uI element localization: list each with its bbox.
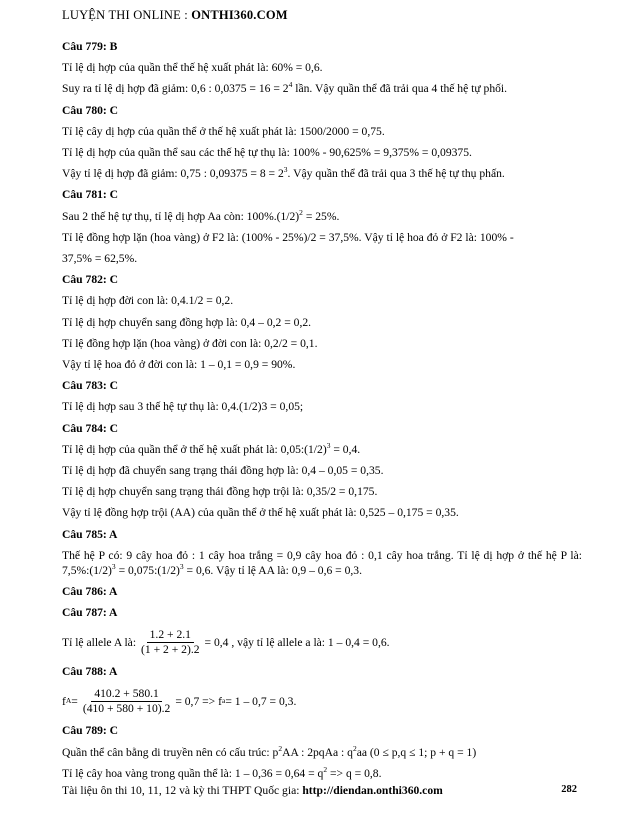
q788-post-2: = 1 – 0,7 = 0,3. (225, 694, 297, 708)
q789-exp-3: 2 (323, 765, 328, 775)
q781-line-2: Tỉ lệ đồng hợp lặn (hoa vàng) ở F2 là: (100% - 25%)/2 = 37,5%. Vậy tỉ lệ hoa đỏ ở F2 là: 100% - (62, 230, 514, 244)
question-782-title: Câu 782: C (62, 273, 119, 287)
q789-line-1-c: aa (0 ≤ p,q ≤ 1; p + q = 1) (356, 745, 477, 759)
q789-line-2-a: Tỉ lệ cây hoa vàng trong quần thể là: 1 – 0,36 = 0,64 = q (62, 766, 324, 780)
q785-part-a: Thế hệ P có: 9 cây hoa đỏ : 1 cây hoa trắng = 0,9 cây hoa đỏ : 0,1 cây hoa trắng. Tỉ lệ dị hợp ở thế hệ P là: 7,5%:(1/2) (62, 548, 582, 577)
q788-eq: = (71, 694, 78, 708)
q787-post: = 0,4 , vậy tỉ lệ allele a là: 1 – 0,4 = 0,6. (204, 635, 390, 649)
q784-line-3: Tỉ lệ dị hợp chuyển sang trạng thái đồng hợp trội là: 0,35/2 = 0,175. (62, 485, 378, 499)
q779-line-1: Tỉ lệ dị hợp của quần thể thế hệ xuất phát là: 60% = 0,6. (62, 61, 323, 75)
q781-line-1-a: Sau 2 thế hệ tự thụ, tỉ lệ dị hợp Aa còn: 100%.(1/2) (62, 209, 300, 223)
q780-line-3-a: Vậy tỉ lệ dị hợp đã giảm: 0,75 : 0,09375 = 8 = 2 (62, 167, 284, 181)
q788-f: f (62, 694, 66, 708)
q780-line-2: Tỉ lệ dị hợp của quần thể sau các thế hệ tự thụ là: 100% - 90,625% = 9,375% = 0,09375. (62, 146, 472, 160)
q783-line-1: Tỉ lệ dị hợp sau 3 thế hệ tự thụ là: 0,4.(1/2)3 = 0,05; (62, 400, 304, 414)
q785-part-c: = 0,6. Vậy tỉ lệ AA là: 0,9 – 0,6 = 0,3. (183, 563, 362, 577)
q789-line-1-b: AA : 2pqAa : q (282, 745, 353, 759)
q784-line-1-a: Tỉ lệ dị hợp của quần thể ở thế hệ xuất phát là: 0,05:(1/2) (62, 442, 327, 456)
q787-denominator: (1 + 2 + 2).2 (141, 642, 200, 656)
q785-exponent-1: 3 (111, 562, 116, 572)
question-786-title: Câu 786: A (62, 584, 118, 598)
q780-line-1: Tỉ lệ cây dị hợp của quần thể ở thế hệ xuất phát là: 1500/2000 = 0,75. (62, 124, 385, 138)
q789-exp-2: 2 (352, 743, 357, 753)
q787-numerator: 1.2 + 2.1 (147, 628, 194, 643)
q788-post-1: = 0,7 => f (175, 694, 222, 708)
q784-line-2: Tỉ lệ dị hợp đã chuyển sang trạng thái đồng hợp là: 0,4 – 0,05 = 0,35. (62, 464, 384, 478)
page-header (62, 8, 288, 23)
answer-content (62, 36, 582, 784)
page-number: 282 (561, 784, 577, 795)
q789-line-2-b: => q = 0,8. (327, 766, 382, 780)
q785-exponent-2: 3 (179, 562, 184, 572)
q781-exponent: 2 (299, 207, 303, 217)
q782-line-3: Tỉ lệ đồng hợp lặn (hoa vàng) ở đời con là: 0,2/2 = 0,1. (62, 336, 318, 350)
q787-formula (62, 623, 582, 661)
q781-line-3: 37,5% = 62,5%. (62, 252, 138, 266)
question-788-title: Câu 788: A (62, 665, 118, 679)
footer-text-group (62, 784, 443, 797)
q782-line-2: Tỉ lệ dị hợp chuyển sang đồng hợp là: 0,4 – 0,2 = 0,2. (62, 315, 312, 329)
q780-line-3 (62, 163, 582, 184)
question-779-title: Câu 779: B (62, 40, 118, 53)
q784-line-4: Vậy tỉ lệ đồng hợp trội (AA) của quần thể ở thế hệ xuất phát là: 0,525 – 0,175 = 0,35. (62, 506, 459, 520)
question-785-title: Câu 785: A (62, 527, 118, 541)
q780-exponent: 3 (283, 165, 288, 175)
q782-line-4: Vậy tỉ lệ hoa đỏ ở đời con là: 1 – 0,1 = 0,9 = 90%. (62, 358, 296, 372)
q787-pre: Tỉ lệ allele A là: (62, 635, 137, 649)
question-783-title: Câu 783: C (62, 379, 119, 393)
footer-link[interactable]: http://diendan.onthi360.com (302, 784, 443, 797)
q789-line-1 (62, 742, 582, 763)
q779-exponent: 4 (288, 80, 293, 90)
question-780-title: Câu 780: C (62, 103, 119, 117)
header-prefix: LUYỆN THI ONLINE : (62, 8, 192, 22)
q781-line-1-b: = 25%. (302, 209, 340, 223)
q779-line-2-a: Suy ra tỉ lệ dị hợp đã giảm: 0,6 : 0,0375 = 16 = 2 (62, 82, 289, 96)
question-787-title: Câu 787: A (62, 606, 118, 620)
q784-line-1 (62, 439, 582, 460)
page-footer (62, 784, 577, 797)
question-789-title: Câu 789: C (62, 724, 119, 738)
q781-line-1 (62, 206, 582, 227)
q789-exp-1: 2 (278, 743, 283, 753)
q782-line-1: Tỉ lệ dị hợp đời con là: 0,4.1/2 = 0,2. (62, 294, 234, 308)
q785-paragraph (62, 548, 582, 578)
question-784-title: Câu 784: C (62, 421, 119, 435)
q780-line-3-b: . Vậy quần thể đã trải qua 3 thế hệ tự thụ phấn. (287, 167, 505, 181)
q788-denominator: (410 + 580 + 10).2 (82, 701, 171, 715)
q788-numerator: 410.2 + 580.1 (91, 687, 162, 702)
header-site-name: ONTHI360.COM (191, 8, 288, 22)
footer-text: Tài liệu ôn thi 10, 11, 12 và kỳ thi THPT Quốc gia: (62, 784, 303, 797)
q789-line-2 (62, 763, 582, 784)
question-781-title: Câu 781: C (62, 188, 119, 202)
q788-formula: f A = $\frac{410.2 + 580.1}{(410 + 580 + 10).2}$ = 0,7 => f a = 1 – 0,7 = 0,3. (62, 686, 297, 715)
q784-line-1-b: = 0,4. (330, 442, 361, 456)
q785-part-b: = 0,075:(1/2) (115, 563, 180, 577)
q789-line-1-a: Quần thể cân bằng di truyền nên có cấu trúc: p (62, 745, 279, 759)
q787-fraction (138, 628, 202, 657)
q788-fraction (80, 687, 173, 716)
q779-line-2 (62, 78, 582, 99)
q779-line-2-b: lần. Vậy quần thể đã trải qua 4 thế hệ tự phối. (292, 82, 508, 96)
q784-exponent: 3 (326, 441, 331, 450)
